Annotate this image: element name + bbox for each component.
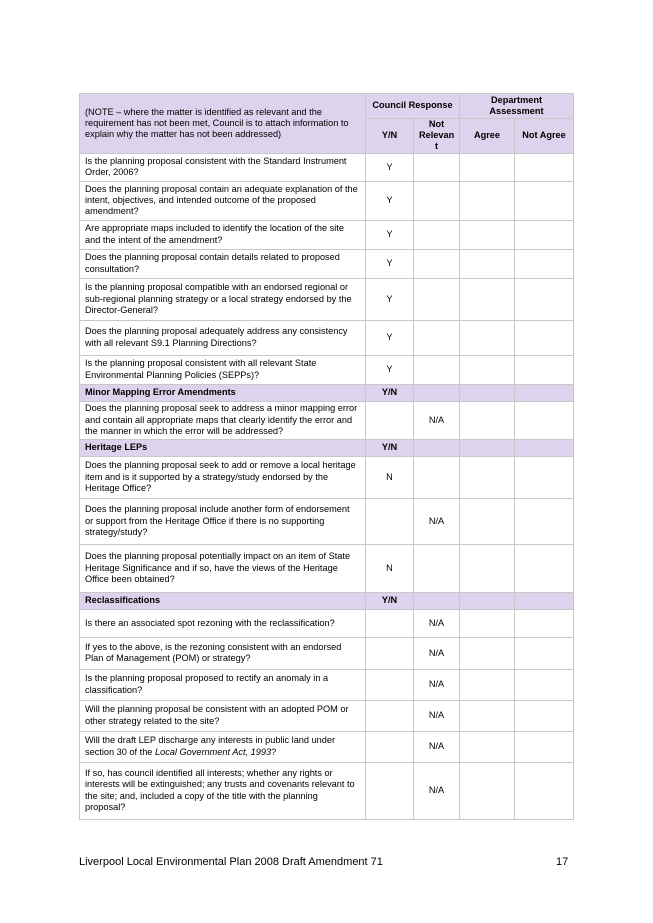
- not-relevant-value: [414, 181, 460, 220]
- agree-cell: [460, 544, 515, 592]
- yn-value: [366, 401, 414, 439]
- agree-cell: [460, 153, 515, 181]
- table-row: [80, 609, 574, 637]
- section-title: Reclassifications: [80, 592, 366, 609]
- question-text: If yes to the above, is the rezoning consistent with an endorsed Plan of Management (POM) or strategy?: [80, 637, 366, 669]
- agree-cell: [460, 669, 515, 700]
- agree-cell: [460, 498, 515, 544]
- not-agree-cell: [515, 762, 574, 819]
- not-agree-cell: [515, 181, 574, 220]
- section-row: [80, 384, 574, 401]
- agree-cell: [460, 181, 515, 220]
- not-relevant-value: [414, 220, 460, 249]
- not-relevant-value: [414, 355, 460, 384]
- agree-cell: [460, 637, 515, 669]
- not-relevant-value: [414, 153, 460, 181]
- agree-cell: [460, 456, 515, 498]
- question-text: Is the planning proposal compatible with an endorsed regional or sub-regional planning strategy or a local strategy endorsed by the Director-General?: [80, 278, 366, 320]
- section-title: Minor Mapping Error Amendments: [80, 384, 366, 401]
- table-row: [80, 181, 574, 220]
- not-agree-cell: [515, 609, 574, 637]
- agree-cell: [460, 731, 515, 762]
- section-row: [80, 592, 574, 609]
- not-relevant-value: N/A: [414, 731, 460, 762]
- not-relevant-value: [414, 278, 460, 320]
- not-relevant-column-header: Not Relevan t: [414, 119, 460, 154]
- table-row: [80, 220, 574, 249]
- not-agree-cell: [515, 320, 574, 355]
- not-relevant-value: N/A: [414, 762, 460, 819]
- question-text: Is the planning proposal consistent with all relevant State Environmental Planning Policies (SEPPs)?: [80, 355, 366, 384]
- table-row: [80, 456, 574, 498]
- agree-cell: [460, 401, 515, 439]
- question-text: Will the planning proposal be consistent with an adopted POM or other strategy related to the site?: [80, 700, 366, 731]
- table-row: [80, 669, 574, 700]
- not-relevant-value: N/A: [414, 637, 460, 669]
- table-row: [80, 401, 574, 439]
- question-text: Does the planning proposal include another form of endorsement or support from the Heritage Office if there is no supporting strategy/study?: [80, 498, 366, 544]
- not-relevant-value: N/A: [414, 401, 460, 439]
- yn-value: Y: [366, 278, 414, 320]
- council-response-header: Council Response: [366, 94, 460, 119]
- yn-value: N: [366, 544, 414, 592]
- yn-column-header: Y/N: [366, 119, 414, 154]
- not-agree-cell: [515, 355, 574, 384]
- yn-value: N: [366, 456, 414, 498]
- table-row: [80, 731, 574, 762]
- table-row: [80, 544, 574, 592]
- table-row: [80, 249, 574, 278]
- not-agree-cell: [515, 456, 574, 498]
- agree-cell: [460, 762, 515, 819]
- question-text: Will the draft LEP discharge any interests in public land under section 30 of the Local Government Act, 1993?: [80, 731, 366, 762]
- not-relevant-value: N/A: [414, 498, 460, 544]
- question-text: If so, has council identified all interests; whether any rights or interests will be extinguished; any trusts and covenants relevant to the site; and, included a copy of the title with the planning proposal?: [80, 762, 366, 819]
- table-row: [80, 320, 574, 355]
- not-agree-column-header: Not Agree: [515, 119, 574, 154]
- not-agree-cell: [515, 278, 574, 320]
- yn-value: Y: [366, 220, 414, 249]
- not-agree-cell: [515, 498, 574, 544]
- question-text: Does the planning proposal potentially impact on an item of State Heritage Significance and if so, have the views of the Heritage Office been obtained?: [80, 544, 366, 592]
- table-row: [80, 498, 574, 544]
- yn-value: [366, 498, 414, 544]
- question-text: Does the planning proposal contain an adequate explanation of the intent, objectives, and intended outcome of the proposed amendment?: [80, 181, 366, 220]
- yn-value: [366, 762, 414, 819]
- not-relevant-value: [414, 544, 460, 592]
- question-text: Is the planning proposal proposed to rectify an anomaly in a classification?: [80, 669, 366, 700]
- not-agree-cell: [515, 220, 574, 249]
- not-agree-cell: [515, 700, 574, 731]
- question-text: Does the planning proposal seek to add or remove a local heritage item and is it supported by a strategy/study endorsed by the Heritage Office?: [80, 456, 366, 498]
- not-agree-cell: [515, 637, 574, 669]
- table-row: [80, 700, 574, 731]
- yn-value: [366, 731, 414, 762]
- yn-value: [366, 609, 414, 637]
- not-relevant-value: N/A: [414, 700, 460, 731]
- section-row: [80, 439, 574, 456]
- not-relevant-value: [414, 456, 460, 498]
- agree-cell: [460, 609, 515, 637]
- agree-cell: [460, 249, 515, 278]
- not-agree-cell: [515, 544, 574, 592]
- agree-cell: [460, 700, 515, 731]
- not-agree-cell: [515, 731, 574, 762]
- not-relevant-value: N/A: [414, 609, 460, 637]
- yn-value: Y: [366, 355, 414, 384]
- table-row: [80, 153, 574, 181]
- yn-value: Y: [366, 181, 414, 220]
- department-assessment-header: Department Assessment: [460, 94, 574, 119]
- agree-cell: [460, 355, 515, 384]
- yn-value: [366, 700, 414, 731]
- question-text: Does the planning proposal adequately address any consistency with all relevant S9.1 Planning Directions?: [80, 320, 366, 355]
- yn-value: [366, 669, 414, 700]
- agree-column-header: Agree: [460, 119, 515, 154]
- section-yn-label: Y/N: [366, 384, 414, 401]
- not-agree-cell: [515, 153, 574, 181]
- agree-cell: [460, 278, 515, 320]
- question-text: Is the planning proposal consistent with the Standard Instrument Order, 2006?: [80, 153, 366, 181]
- section-yn-label: Y/N: [366, 439, 414, 456]
- table-row: [80, 278, 574, 320]
- table-row: [80, 637, 574, 669]
- yn-value: Y: [366, 153, 414, 181]
- agree-cell: [460, 320, 515, 355]
- yn-value: Y: [366, 249, 414, 278]
- not-relevant-value: [414, 249, 460, 278]
- not-relevant-value: N/A: [414, 669, 460, 700]
- question-text: Are appropriate maps included to identify the location of the site and the intent of the amendment?: [80, 220, 366, 249]
- section-yn-label: Y/N: [366, 592, 414, 609]
- act-name: Local Government Act, 1993: [154, 746, 272, 757]
- checklist-table: [79, 93, 574, 820]
- question-text: Is there an associated spot rezoning with the reclassification?: [80, 609, 366, 637]
- table-note: (NOTE – where the matter is identified as relevant and the requirement has not been met, Council is to attach information to explain why the matter has not been addressed): [80, 94, 366, 154]
- table-row: [80, 355, 574, 384]
- agree-cell: [460, 220, 515, 249]
- not-agree-cell: [515, 401, 574, 439]
- not-agree-cell: [515, 669, 574, 700]
- question-text: Does the planning proposal seek to address a minor mapping error and contain all appropriate maps that clearly identify the error and the manner in which the error will be addressed?: [80, 401, 366, 439]
- yn-value: Y: [366, 320, 414, 355]
- page-number: 17: [556, 856, 569, 868]
- not-relevant-value: [414, 320, 460, 355]
- section-title: Heritage LEPs: [80, 439, 366, 456]
- yn-value: [366, 637, 414, 669]
- table-row: [80, 762, 574, 819]
- footer-title: Liverpool Local Environmental Plan 2008 Draft Amendment 71: [79, 856, 383, 868]
- not-agree-cell: [515, 249, 574, 278]
- question-text: Does the planning proposal contain details related to proposed consultation?: [80, 249, 366, 278]
